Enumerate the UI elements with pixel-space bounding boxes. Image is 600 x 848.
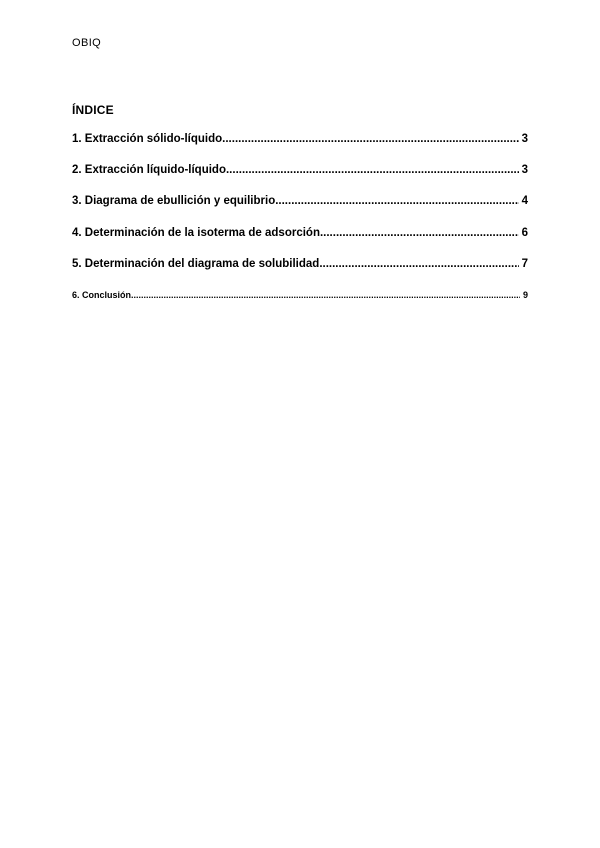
toc-leader-dots [222, 133, 518, 145]
toc-leader-dots [275, 195, 518, 207]
toc-entry-page: 3 [521, 164, 528, 176]
toc-entry-page: 4 [521, 195, 528, 207]
toc-entry-page: 6 [521, 227, 528, 239]
toc-leader-dots [226, 164, 519, 176]
toc-leader-dots [319, 258, 518, 270]
toc-entry[interactable] [72, 164, 528, 176]
toc-entry-page: 7 [521, 258, 528, 270]
toc-entry-label: 5. Determinación del diagrama de solubilidad [72, 258, 320, 270]
page-header: OBIQ [72, 37, 102, 49]
toc-entry-page: 3 [521, 133, 528, 145]
toc-entry-label: 2. Extracción líquido-líquido [72, 164, 226, 176]
toc-entry[interactable] [72, 227, 528, 239]
toc-entry-label: 6. Conclusión [72, 290, 132, 300]
toc-entry-label: 1. Extracción sólido-líquido [72, 133, 223, 145]
toc-entry-label: 4. Determinación de la isoterma de adsorción [72, 227, 320, 239]
toc-entry[interactable] [72, 133, 528, 145]
toc-entry[interactable] [72, 290, 528, 300]
toc-leader-dots [131, 290, 520, 300]
toc-leader-dots [320, 227, 519, 239]
toc-entry-label: 3. Diagrama de ebullición y equilibrio [72, 195, 276, 207]
toc-entry[interactable] [72, 195, 528, 207]
toc-title: ÍNDICE [72, 103, 114, 117]
toc-entry[interactable] [72, 258, 528, 270]
toc-entry-page: 9 [522, 290, 528, 300]
